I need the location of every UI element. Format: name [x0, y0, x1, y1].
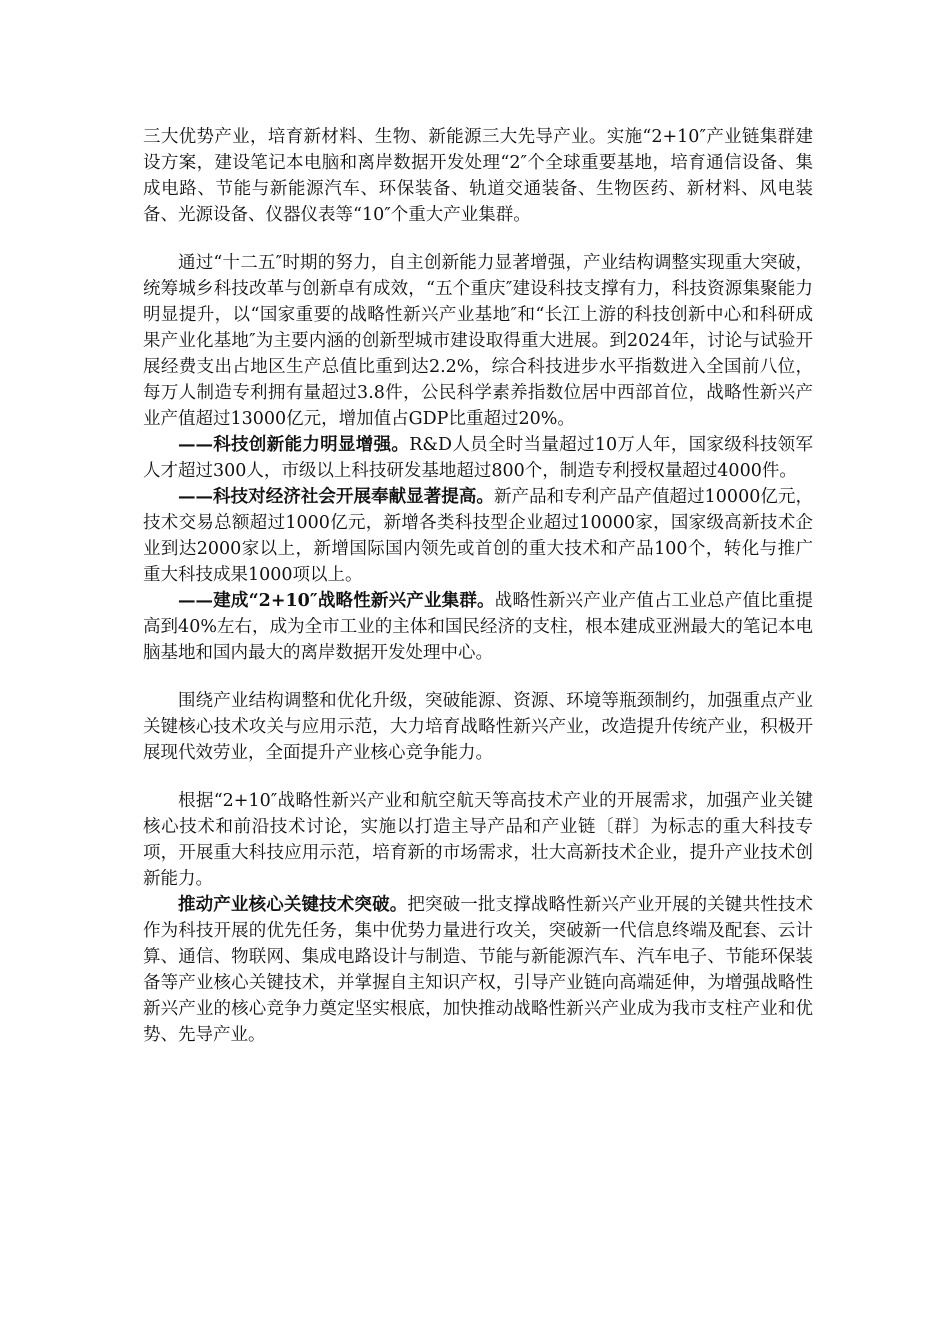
paragraph-text: 新产品和专利产品产值超过10000亿元，技术交易总额超过1000亿元，新增各类科技型企业超过10000家，国家级高新技术企业到达2000家以上，新增国际国内领先或首创的重大技术和产品100个，转化与推广重大科技成果1000项以上。: [143, 487, 814, 585]
paragraph-lead-heading: ——科技对经济社会开展奉献显著提高。: [178, 487, 494, 507]
paragraph-lead-heading: 推动产业核心关键技术突破。: [178, 895, 408, 915]
paragraph-lead-heading: ——建成“2+10″战略性新兴产业集群。: [178, 591, 495, 611]
paragraph-text: 通过“十二五″时期的努力，自主创新能力显著增强，产业结构调整实现重大突破，统筹城乡科技改革与创新卓有成效，“五个重庆″建设科技支撑有力，科技资源集聚能力明显提升，以“国家重要的战略性新兴产业基地″和“长江上游的科技创新中心和科研成果产业化基地″为主要内涵的创新型城市建设取得重大进展。到2024年，讨论与试验开展经费支出占地区生产总值比重到达2.2%，综合科技进步水平指数进入全国前八位，每万人制造专利拥有量超过3.8件，公民科学素养指数位居中西部首位，战略性新兴产业产值超过13000亿元，增加值占GDP比重超过20%。: [143, 253, 813, 429]
paragraph-text: 把突破一批支撑战略性新兴产业开展的关键共性技术作为科技开展的优先任务，集中优势力量进行攻关，突破新一代信息终端及配套、云计算、通信、物联网、集成电路设计与制造、节能与新能源汽车、汽车电子、节能环保装备等产业核心关键技术，并掌握自主知识产权，引导产业链向高端延伸，为增强战略性新兴产业的核心竞争力奠定坚实根底，加快推动战略性新兴产业成为我市支柱产业和优势、先导产业。: [143, 895, 814, 1045]
paragraph-innovation-capacity: [143, 432, 813, 484]
paragraph-industry-clusters: [143, 124, 813, 228]
paragraph-text: 围绕产业结构调整和优化升级，突破能源、资源、环境等瓶颈制约，加强重点产业关键核心技术攻关与应用示范，大力培育战略性新兴产业，改造提升传统产业，积极开展现代效劳业，全面提升产业核心竞争能力。: [143, 691, 813, 763]
paragraph-text: R&D人员全时当量超过10万人年，国家级科技领军人才超过300人，市级以上科技研发基地超过800个，制造专利授权量超过4000件。: [143, 435, 813, 481]
paragraph-core-technology-breakthrough: [143, 892, 813, 1048]
paragraph-twelfth-five-year-goals: [143, 250, 813, 432]
paragraph-key-technology-demand: [143, 788, 813, 892]
paragraph-structural-upgrade: [143, 688, 813, 766]
document-body: [143, 124, 813, 1048]
paragraph-text: 根据“2+10″战略性新兴产业和航空航天等高技术产业的开展需求，加强产业关键核心技术和前沿技术讨论，实施以打造主导产品和产业链〔群〕为标志的重大科技专项，开展重大科技应用示范，培育新的市场需求，壮大高新技术企业，提升产业技术创新能力。: [143, 791, 813, 889]
paragraph-text: 战略性新兴产业产值占工业总产值比重提高到40%左右，成为全市工业的主体和国民经济的支柱，根本建成亚洲最大的笔记本电脑基地和国内最大的离岸数据开发处理中心。: [143, 591, 814, 663]
paragraph-text: 三大优势产业，培育新材料、生物、新能源三大先导产业。实施“2+10″产业链集群建设方案，建设笔记本电脑和离岸数据开发处理“2″个全球重要基地，培育通信设备、集成电路、节能与新能源汽车、环保装备、轨道交通装备、生物医药、新材料、风电装备、光源设备、仪器仪表等“10″个重大产业集群。: [143, 127, 813, 225]
paragraph-emerging-industry-cluster: [143, 588, 813, 666]
paragraph-economic-contribution: [143, 484, 813, 588]
paragraph-lead-heading: ——科技创新能力明显增强。: [178, 435, 410, 455]
